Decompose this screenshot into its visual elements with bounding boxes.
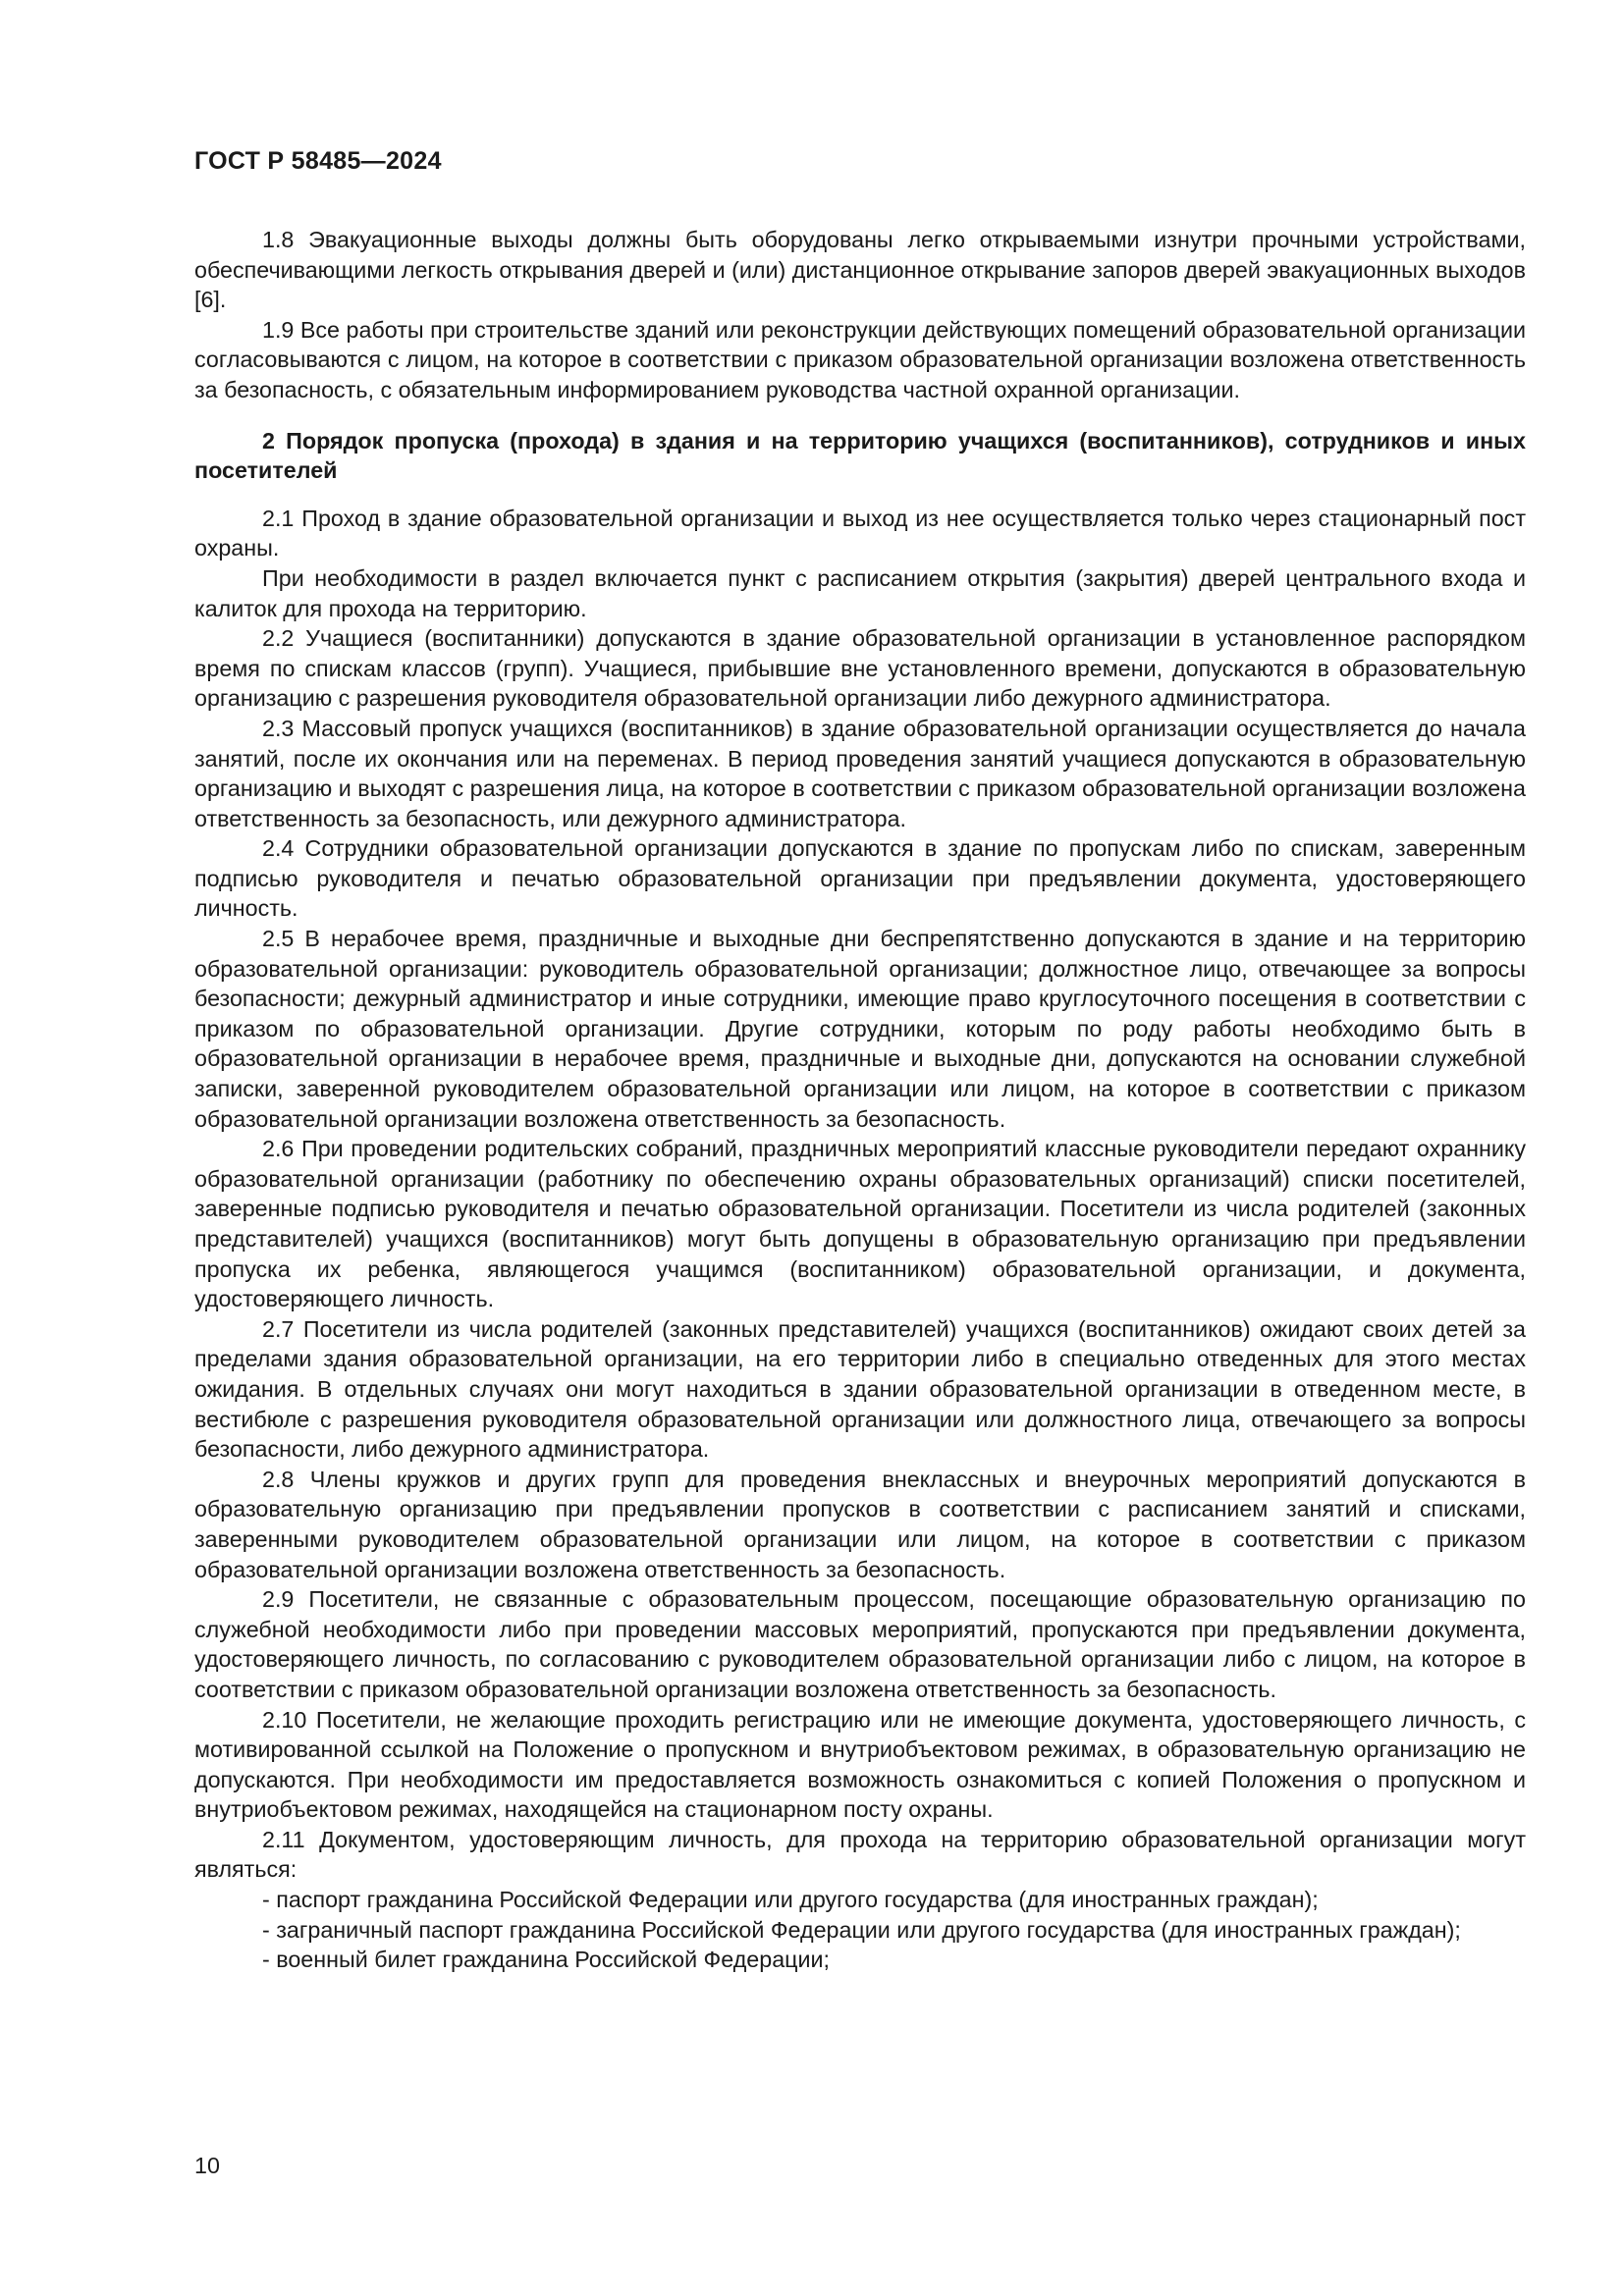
page-number: 10 (194, 2153, 220, 2178)
document-body (194, 225, 1526, 1975)
paragraph-2-7: 2.7 Посетители из числа родителей (законных представителей) учащихся (воспитанников) ожидают своих детей за пределами здания образовательной организации, на его территории либо в специально отведенных для этого местах ожидания. В отдельных случаях они могут находиться в здании образовательной организации в отведенном месте, в вестибюле с разрешения руководителя образовательной организации или должностного лица, отвечающего за вопросы безопасности, либо дежурного администратора. (194, 1315, 1526, 1463)
paragraph-2-10: 2.10 Посетители, не желающие проходить регистрацию или не имеющие документа, удостоверяющего личность, с мотивированной ссылкой на Положение о пропускном и внутриобъектовом режимах, в образовательную организацию не допускаются. При необходимости им предоставляется возможность ознакомиться с копией Положения о пропускном и внутриобъектовом режимах, находящейся на стационарном посту охраны. (194, 1706, 1526, 1823)
paragraph-2-1: 2.1 Проход в здание образовательной организации и выход из нее осуществляется только через стационарный пост охраны. (194, 505, 1526, 561)
section-heading: 2 Порядок пропуска (прохода) в здания и на территорию учащихся (воспитанников), сотрудников и иных посетителей (194, 427, 1526, 484)
list-item: - заграничный паспорт гражданина Российской Федерации или другого государства (для иностранных граждан); (262, 1916, 1461, 1943)
paragraph-1-9: 1.9 Все работы при строительстве зданий или реконструкции действующих помещений образовательной организации согласовываются с лицом, на которое в соответствии с приказом образовательной организации возложена ответственность за безопасность, с обязательным информированием руководства частной охранной организации. (194, 316, 1526, 402)
list-item: - паспорт гражданина Российской Федерации или другого государства (для иностранных граждан); (262, 1887, 1319, 1913)
paragraph-2-9: 2.9 Посетители, не связанные с образовательным процессом, посещающие образовательную организацию по служебной необходимости либо при проведении массовых мероприятий, пропускаются при предъявлении документа, удостоверяющего личность, по согласованию с руководителем образовательной организации либо с лицом, на которое в соответствии с приказом образовательной организации возложена ответственность за безопасность. (194, 1586, 1526, 1702)
paragraph-2-5: 2.5 В нерабочее время, праздничные и выходные дни беспрепятственно допускаются в здание и на территорию образовательной организации: руководитель образовательной организации; должностное лицо, отвечающее за вопросы безопасности; дежурный администратор и иные сотрудники, имеющие право круглосуточного посещения в соответствии с приказом по образовательной организации. Другие сотрудники, которым по роду работы необходимо быть в образовательной организации в нерабочее время, праздничные и выходные дни, допускаются на основании служебной записки, заверенной руководителем образовательной организации или лицом, на которое в соответствии с приказом образовательной организации возложена ответственность за безопасность. (194, 926, 1526, 1132)
list-item: - военный билет гражданина Российской Федерации; (262, 1947, 831, 1973)
paragraph-2-2: 2.2 Учащиеся (воспитанники) допускаются в здание образовательной организации в установленное распорядком время по спискам классов (групп). Учащиеся, прибывшие вне установленного времени, допускаются в образовательную организацию с разрешения руководителя образовательной организации либо дежурного администратора. (194, 625, 1526, 712)
paragraph-2-8: 2.8 Члены кружков и других групп для проведения внеклассных и внеурочных мероприятий допускаются в образовательную организацию при предъявлении пропусков в соответствии с расписанием занятий и списками, заверенными руководителем образовательной организации или лицом, на которое в соответствии с приказом образовательной организации возложена ответственность за безопасность. (194, 1466, 1526, 1582)
paragraph-2-1-note: При необходимости в раздел включается пункт с расписанием открытия (закрытия) дверей центрального входа и калиток для прохода на территорию. (194, 564, 1526, 621)
standard-header: ГОСТ Р 58485—2024 (194, 147, 442, 175)
paragraph-2-6: 2.6 При проведении родительских собраний, праздничных мероприятий классные руководители передают охраннику образовательной организации (работнику по обеспечению охраны образовательных организаций) списки посетителей, заверенные подписью руководителя и печатью образовательной организации. Посетители из числа родителей (законных представителей) учащихся (воспитанников) могут быть допущены в образовательную организацию при предъявлении пропуска их ребенка, являющегося учащимся (воспитанником) образовательной организации, и документа, удостоверяющего личность. (194, 1136, 1526, 1312)
paragraph-1-8: 1.8 Эвакуационные выходы должны быть оборудованы легко открываемыми изнутри прочными устройствами, обеспечивающими легкость открывания дверей и (или) дистанционное открывание запоров дверей эвакуационных выходов [6]. (194, 227, 1526, 313)
paragraph-2-11: 2.11 Документом, удостоверяющим личность, для прохода на территорию образовательной организации могут являться: (194, 1826, 1526, 1883)
paragraph-2-3: 2.3 Массовый пропуск учащихся (воспитанников) в здание образовательной организации осуществляется до начала занятий, после их окончания или на переменах. В период проведения занятий учащиеся допускаются в образовательную организацию и выходят с разрешения лица, на которое в соответствии с приказом образовательной организации возложена ответственность за безопасность, или дежурного администратора. (194, 715, 1526, 831)
paragraph-2-4: 2.4 Сотрудники образовательной организации допускаются в здание по пропускам либо по спискам, заверенным подписью руководителя и печатью образовательной организации при предъявлении документа, удостоверяющего личность. (194, 835, 1526, 922)
